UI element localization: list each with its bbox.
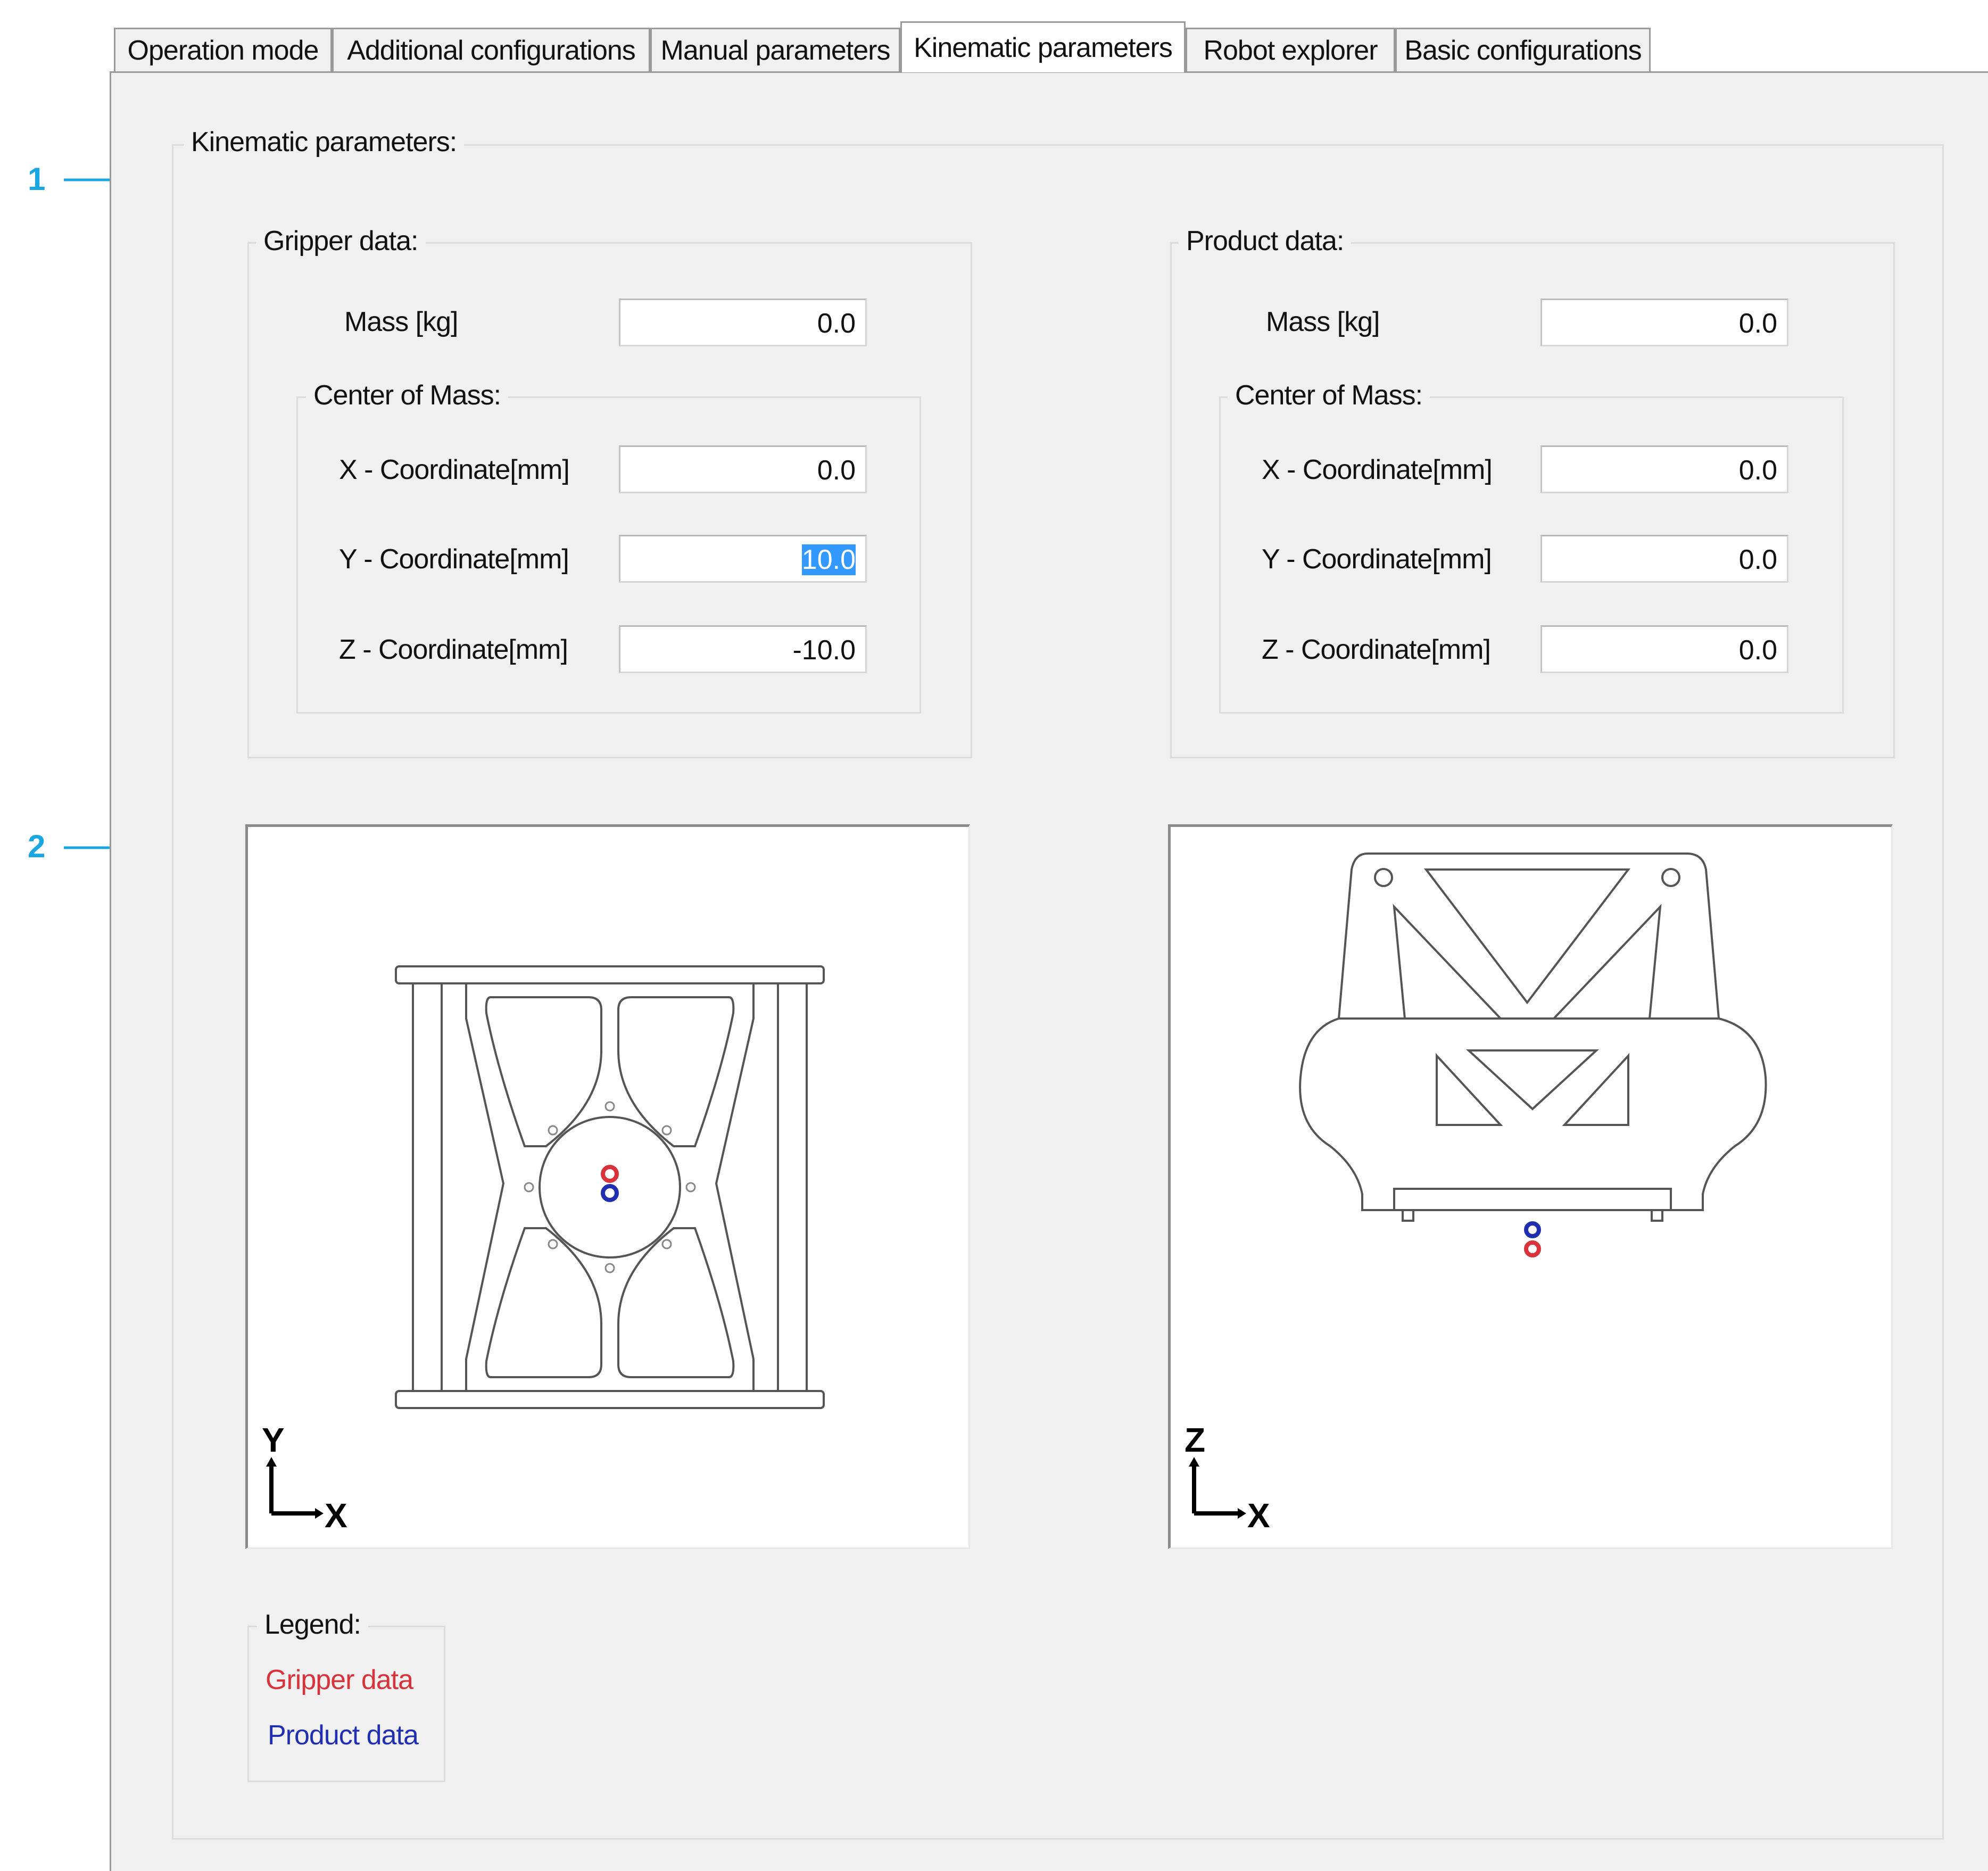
tab-operation-mode[interactable]: Operation mode bbox=[114, 28, 332, 71]
tab-content-panel bbox=[110, 71, 1988, 1871]
product-front-drawing bbox=[1171, 827, 1891, 1547]
legend-gripper: Gripper data bbox=[266, 1665, 413, 1695]
tab-basic-configurations[interactable]: Basic configurations bbox=[1395, 28, 1651, 71]
tab-robot-explorer[interactable]: Robot explorer bbox=[1186, 28, 1395, 71]
gripper-y-input[interactable] bbox=[619, 535, 867, 583]
product-com-marker bbox=[603, 1186, 617, 1200]
product-com-marker-front bbox=[1526, 1223, 1539, 1236]
gripper-top-drawing bbox=[248, 827, 968, 1547]
front-view-axis-x: X bbox=[1247, 1496, 1270, 1535]
gripper-x-label: X - Coordinate[mm] bbox=[339, 454, 569, 485]
tab-kinematic-parameters[interactable]: Kinematic parameters bbox=[900, 21, 1186, 72]
gripper-com-marker bbox=[603, 1167, 617, 1181]
product-y-label: Y - Coordinate[mm] bbox=[1262, 544, 1492, 575]
gripper-z-label: Z - Coordinate[mm] bbox=[339, 634, 568, 665]
product-z-input[interactable]: 0.0 bbox=[1540, 625, 1788, 673]
callout-1: 1 bbox=[28, 161, 46, 197]
product-mass-input[interactable]: 0.0 bbox=[1540, 299, 1788, 346]
gripper-mass-input[interactable]: 0.0 bbox=[619, 299, 867, 346]
product-data-title: Product data: bbox=[1179, 225, 1351, 257]
product-x-label: X - Coordinate[mm] bbox=[1262, 454, 1492, 485]
front-view-axis-z: Z bbox=[1184, 1421, 1206, 1459]
product-com-title: Center of Mass: bbox=[1228, 379, 1430, 411]
product-x-input[interactable]: 0.0 bbox=[1540, 445, 1788, 493]
product-z-label: Z - Coordinate[mm] bbox=[1262, 634, 1490, 665]
tab-manual-parameters[interactable]: Manual parameters bbox=[650, 28, 900, 71]
gripper-mass-label: Mass [kg] bbox=[344, 307, 458, 337]
gripper-com-title: Center of Mass: bbox=[306, 379, 508, 411]
legend-group bbox=[247, 1626, 445, 1782]
gripper-y-selection: 10.0 bbox=[801, 544, 856, 575]
product-front-view bbox=[1168, 824, 1893, 1549]
callout-2: 2 bbox=[28, 829, 46, 864]
top-view-axis-y: Y bbox=[262, 1421, 285, 1459]
gripper-top-view bbox=[245, 824, 970, 1549]
gripper-data-title: Gripper data: bbox=[256, 225, 426, 257]
product-y-input[interactable]: 0.0 bbox=[1540, 535, 1788, 583]
gripper-com-marker-front bbox=[1526, 1243, 1539, 1255]
gripper-y-label: Y - Coordinate[mm] bbox=[339, 544, 569, 575]
gripper-x-input[interactable]: 0.0 bbox=[619, 445, 867, 493]
kinematic-parameters-title: Kinematic parameters: bbox=[184, 126, 464, 158]
tab-additional-configurations[interactable]: Additional configurations bbox=[332, 28, 650, 71]
legend-title: Legend: bbox=[257, 1609, 368, 1641]
legend-product: Product data bbox=[268, 1720, 418, 1751]
top-view-axis-x: X bbox=[325, 1496, 347, 1535]
gripper-z-input[interactable]: -10.0 bbox=[619, 625, 867, 673]
product-mass-label: Mass [kg] bbox=[1266, 307, 1380, 337]
